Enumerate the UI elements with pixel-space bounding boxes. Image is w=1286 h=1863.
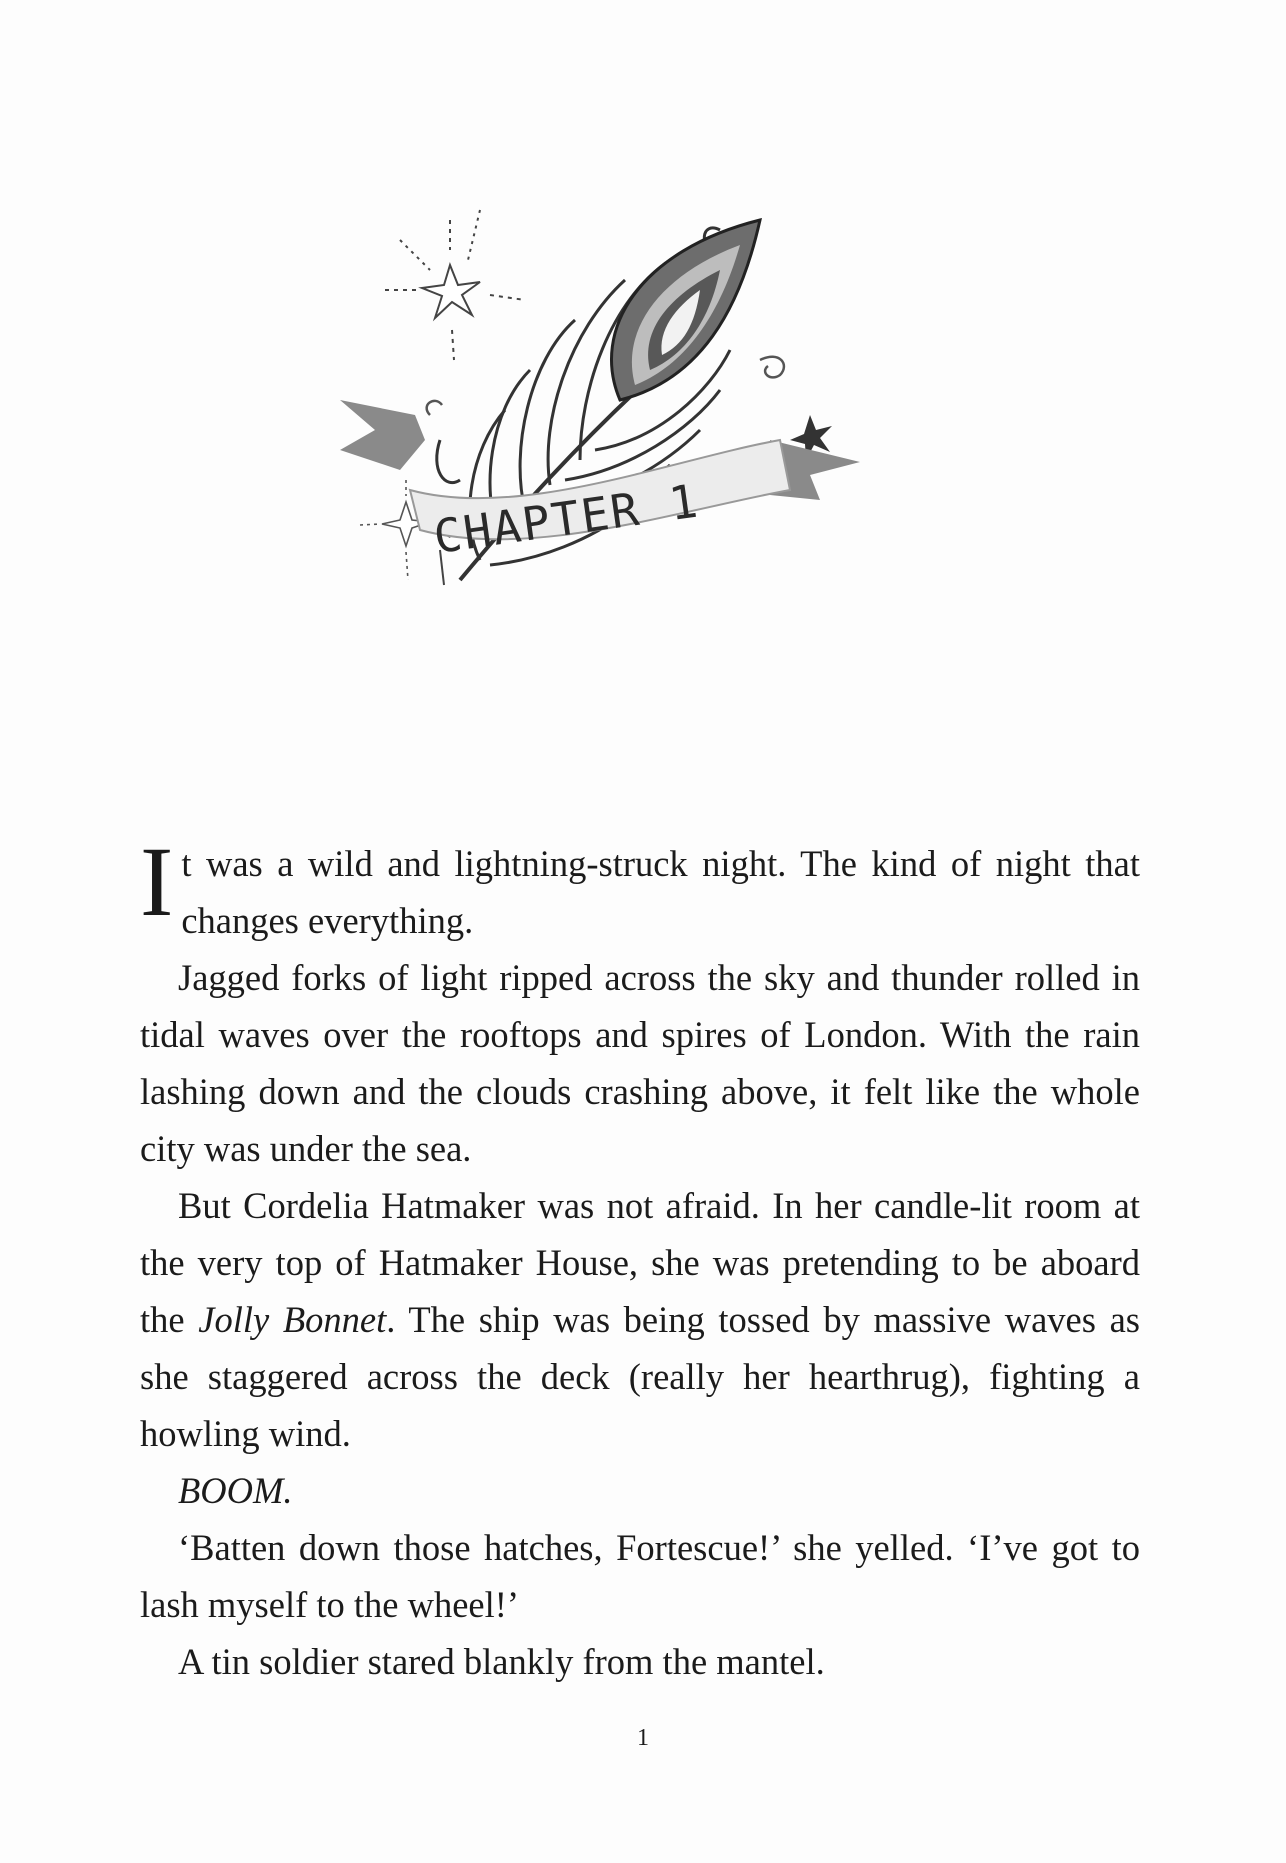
paragraph <box>140 826 1140 949</box>
paragraph <box>140 1462 1140 1519</box>
chapter-heading: CHAPTER 1 <box>430 473 703 565</box>
flourish <box>427 357 784 415</box>
drop-cap: I <box>140 826 174 937</box>
paragraph: A tin soldier stared blankly from the mantel. <box>178 1641 825 1682</box>
chapter-body <box>140 826 1141 1690</box>
page-number: 1 <box>637 1725 649 1751</box>
paragraph-text: t was a wild and lightning-struck night. The kind of night that changes everything. <box>181 843 1140 941</box>
sparkle-icon <box>385 210 525 360</box>
paragraph: Jagged forks of light ripped across the sky and thunder rolled in tidal waves over the rooftops and spires of London. With the rain lashing down and the clouds crashing above, it felt like the whole city was under the sea. <box>140 957 1140 1169</box>
sound-effect: BOOM. <box>178 1470 293 1511</box>
paragraph <box>140 1177 1140 1462</box>
paragraph-text: . The ship was being tossed by massive waves as she staggered across the deck (really her hearthrug), fighting a howling wind. <box>140 1299 1141 1454</box>
chapter-illustration <box>340 190 900 730</box>
ship-name: Jolly Bonnet <box>198 1299 387 1340</box>
paragraph: ‘Batten down those hatches, Fortescue!’ she yelled. ‘I’ve got to lash myself to the wheel!’ <box>140 1527 1140 1625</box>
paragraph-text: But Cordelia Hatmaker was not afraid. In her candle-lit room at the very top of Hatmaker House, she was pretending to be aboard the <box>140 1185 1140 1340</box>
peacock-eye <box>611 220 760 400</box>
